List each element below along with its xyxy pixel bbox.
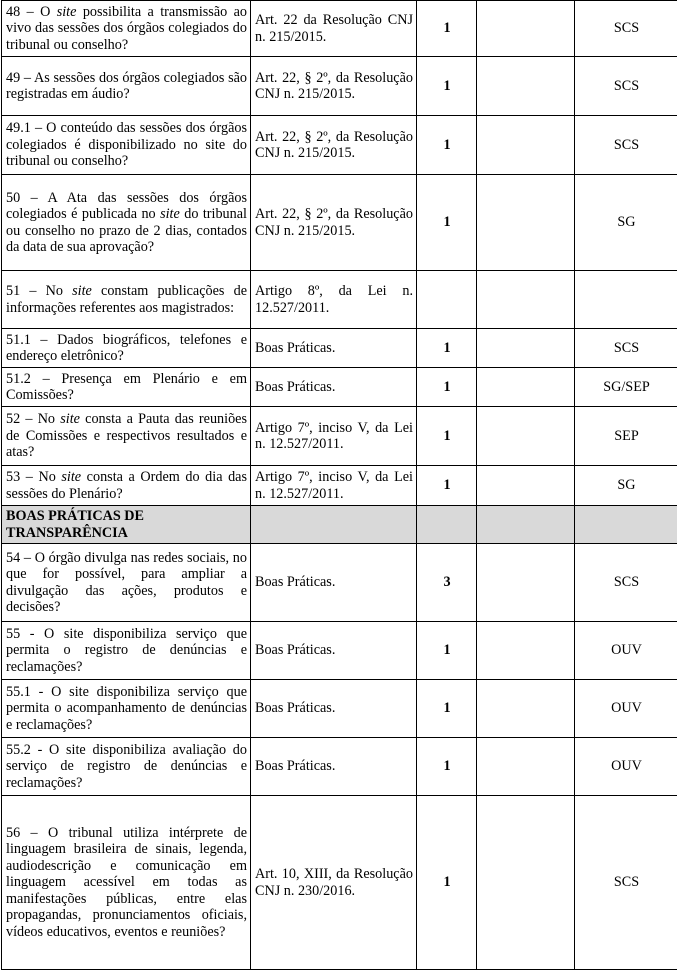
- score: 1: [417, 368, 477, 407]
- score: 1: [417, 466, 477, 506]
- legal-basis: Artigo 8º, da Lei n. 12.527/2011.: [251, 271, 417, 329]
- criterion-text: 50 – A Ata das sessões dos órgãos colegiados é publicada no site do tribunal ou conselho no prazo de 2 dias, contados da data de sua aprovação?: [2, 175, 251, 271]
- empty-cell: [477, 368, 575, 407]
- criterion-text: 52 – No site consta a Pauta das reuniões de Comissões e respectivos resultados e atas?: [2, 407, 251, 466]
- criterion-text: 55.1 - O site disponibiliza serviço que permita o acompanhamento de denúncias e reclamações?: [2, 680, 251, 738]
- legal-basis: Art. 22, § 2º, da Resolução CNJ n. 215/2015.: [251, 116, 417, 175]
- empty-cell: [477, 329, 575, 368]
- empty-cell: [477, 738, 575, 796]
- responsible-unit: SG/SEP: [575, 368, 677, 407]
- score: 1: [417, 738, 477, 796]
- empty-cell: [477, 680, 575, 738]
- criterion-text: 51.1 – Dados biográficos, telefones e endereço eletrônico?: [2, 329, 251, 368]
- criterion-text: 51.2 – Presença em Plenário e em Comissões?: [2, 368, 251, 407]
- empty-cell: [477, 506, 575, 544]
- legal-basis: Boas Práticas.: [251, 544, 417, 622]
- legal-basis: Boas Práticas.: [251, 368, 417, 407]
- responsible-unit: SCS: [575, 116, 677, 175]
- empty-cell: [575, 506, 677, 544]
- responsible-unit: OUV: [575, 680, 677, 738]
- table-row: [2, 1, 677, 57]
- legal-basis: Artigo 7º, inciso V, da Lei n. 12.527/2011.: [251, 466, 417, 506]
- empty-cell: [477, 116, 575, 175]
- empty-cell: [477, 175, 575, 271]
- criterion-text: 49.1 – O conteúdo das sessões dos órgãos colegiados é disponibilizado no site do tribunal ou conselho?: [2, 116, 251, 175]
- empty-cell: [417, 506, 477, 544]
- legal-basis: Art. 22, § 2º, da Resolução CNJ n. 215/2015.: [251, 57, 417, 116]
- criterion-text: 51 – No site constam publicações de informações referentes aos magistrados:: [2, 271, 251, 329]
- criterion-text: 53 – No site consta a Ordem do dia das sessões do Plenário?: [2, 466, 251, 506]
- score: 1: [417, 57, 477, 116]
- responsible-unit: SG: [575, 175, 677, 271]
- responsible-unit: SCS: [575, 57, 677, 116]
- transparency-criteria-table: [1, 0, 677, 970]
- empty-cell: [477, 466, 575, 506]
- empty-cell: [477, 544, 575, 622]
- empty-cell: [477, 271, 575, 329]
- responsible-unit: SG: [575, 466, 677, 506]
- responsible-unit: OUV: [575, 738, 677, 796]
- criterion-text: 55.2 - O site disponibiliza avaliação do serviço de registro de denúncias e reclamações?: [2, 738, 251, 796]
- section-header-row: [2, 506, 677, 544]
- responsible-unit: OUV: [575, 622, 677, 680]
- legal-basis: Boas Práticas.: [251, 738, 417, 796]
- legal-basis: Art. 22 da Resolução CNJ n. 215/2015.: [251, 1, 417, 57]
- score: 1: [417, 116, 477, 175]
- table-row: [2, 116, 677, 175]
- table-row: [2, 466, 677, 506]
- empty-cell: [477, 796, 575, 970]
- table-row: [2, 368, 677, 407]
- table-row: [2, 329, 677, 368]
- responsible-unit: SEP: [575, 407, 677, 466]
- legal-basis: Boas Práticas.: [251, 329, 417, 368]
- score: 1: [417, 680, 477, 738]
- empty-cell: [251, 506, 417, 544]
- criterion-text: 56 – O tribunal utiliza intérprete de linguagem brasileira de sinais, legenda, audiodescrição e comunicação em linguagem acessível em todas as manifestações públicas, entre elas propagandas, pronunciamentos oficiais, vídeos educativos, eventos e reuniões?: [2, 796, 251, 970]
- empty-cell: [477, 407, 575, 466]
- empty-cell: [477, 1, 575, 57]
- criterion-text: 48 – O site possibilita a transmissão ao vivo das sessões dos órgãos colegiados do tribunal ou conselho?: [2, 1, 251, 57]
- responsible-unit: SCS: [575, 329, 677, 368]
- criterion-text: 49 – As sessões dos órgãos colegiados são registradas em áudio?: [2, 57, 251, 116]
- table-row: [2, 622, 677, 680]
- legal-basis: Artigo 7º, inciso V, da Lei n. 12.527/2011.: [251, 407, 417, 466]
- table-row: [2, 175, 677, 271]
- empty-cell: [477, 57, 575, 116]
- table-row: [2, 544, 677, 622]
- responsible-unit: SCS: [575, 1, 677, 57]
- score: 1: [417, 407, 477, 466]
- score: 1: [417, 1, 477, 57]
- legal-basis: Boas Práticas.: [251, 680, 417, 738]
- table-row: [2, 680, 677, 738]
- legal-basis: Art. 22, § 2º, da Resolução CNJ n. 215/2015.: [251, 175, 417, 271]
- criterion-text: 54 – O órgão divulga nas redes sociais, no que for possível, para ampliar a divulgação das ações, produtos e decisões?: [2, 544, 251, 622]
- table-row: [2, 796, 677, 970]
- legal-basis: Art. 10, XIII, da Resolução CNJ n. 230/2016.: [251, 796, 417, 970]
- table-row: [2, 57, 677, 116]
- criterion-text: 55 - O site disponibiliza serviço que permita o registro de denúncias e reclamações?: [2, 622, 251, 680]
- empty-cell: [477, 622, 575, 680]
- responsible-unit: SCS: [575, 796, 677, 970]
- score: 1: [417, 796, 477, 970]
- table-row: [2, 271, 677, 329]
- responsible-unit: SCS: [575, 544, 677, 622]
- legal-basis: Boas Práticas.: [251, 622, 417, 680]
- score: [417, 271, 477, 329]
- score: 1: [417, 622, 477, 680]
- score: 1: [417, 175, 477, 271]
- responsible-unit: [575, 271, 677, 329]
- score: 1: [417, 329, 477, 368]
- table-row: [2, 407, 677, 466]
- table-row: [2, 738, 677, 796]
- section-title: BOAS PRÁTICAS DE TRANSPARÊNCIA: [2, 506, 251, 544]
- score: 3: [417, 544, 477, 622]
